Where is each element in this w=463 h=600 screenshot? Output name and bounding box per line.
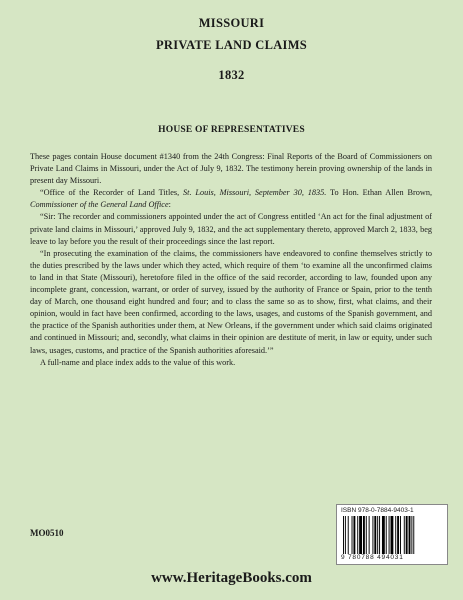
barcode-bars: [343, 516, 441, 554]
title-state: MISSOURI: [198, 16, 265, 30]
barcode-bar: [411, 516, 412, 554]
barcode-bar: [352, 516, 353, 554]
barcode-bar: [413, 516, 414, 554]
barcode-bar: [353, 516, 355, 554]
paragraph-2-office: Commissioner of the General Land Office: [30, 200, 169, 210]
paragraph-2-part-e: :: [168, 200, 171, 210]
barcode-bar: [359, 516, 362, 554]
paragraph-2-place-date: St. Louis, Missouri, September 30, 1835.: [183, 188, 327, 198]
barcode-bar: [374, 516, 376, 554]
product-code: MO0510: [30, 528, 64, 538]
barcode-bar: [363, 516, 365, 554]
barcode-bar: [382, 516, 385, 554]
paragraph-5: A full-name and place index adds to the value of this work.: [40, 357, 236, 367]
barcode-bar: [391, 516, 394, 554]
barcode-bar: [386, 516, 387, 554]
paragraph-1: These pages contain House document #1340 from the 24th Congress: Final Reports of the Board of Commissioners on Private Land Claims in Missouri, under the Act of July 9, 1832. The testimony herein proving ownership of the lands in present day Missouri.: [30, 152, 432, 186]
isbn-label: ISBN 978-0-7884-9403-1: [341, 507, 414, 514]
paragraph-2-part-a: “Office of the Recorder of Land Titles,: [40, 188, 184, 198]
title-subject: PRIVATE LAND CLAIMS: [155, 38, 308, 52]
paragraph-2: [30, 187, 432, 211]
barcode-bar: [389, 516, 390, 554]
barcode-bar: [395, 516, 396, 554]
section-heading: HOUSE OF REPRESENTATIVES: [158, 125, 305, 135]
barcode-bar: [377, 516, 378, 554]
paragraph-2-part-c: To Hon. Ethan Allen Brown,: [326, 188, 433, 198]
barcode-bar: [366, 516, 367, 554]
isbn-barcode: [336, 504, 448, 565]
title-year: 1832: [218, 68, 245, 82]
barcode-bar: [406, 516, 408, 554]
barcode-bar: [372, 516, 373, 554]
barcode-number: 9 780788 494031: [341, 554, 404, 561]
barcode-bar: [409, 516, 411, 554]
paragraph-3: “Sir: The recorder and commissioners appointed under the act of Congress entitled ‘An act for the final adjustment of private land claims in Missouri,’ approved July 9, 1832, and the act supplementary thereto, approved March 2, 1833, beg leave to lay before you the result of their proceedings since the last report.: [30, 212, 432, 246]
barcode-bar: [343, 516, 344, 554]
barcode-bar: [369, 516, 370, 554]
barcode-bar: [379, 516, 380, 554]
barcode-bar: [400, 516, 401, 554]
paragraph-4: “In prosecuting the examination of the claims, the commissioners have endeavored to confine themselves strictly to the duties prescribed by the laws under which they acted, which require of them ‘to examine all the unconfirmed claims to land in that State (Missouri), heretofore filed in the office of the said recorder, according to law, founded upon any incomplete grant, concession, warrant, or order of survey, issued by the authority of France or Spain, prior to the tenth day of March, one thousand eight hundred and four; and to class the same so as to show, first, what claims, and their opinion, would in fact have been confirmed, according to the laws, usages, and customs of the Spanish government, and the practice of the Spanish authorities under them, at New Orleans, if the government under which said claims originated and continued in Missouri; and, secondly, what claims in their opinion are destitute of merit, in law or equity, under such laws, usages, customs, and practice of the Spanish authorities aforesaid.’”: [30, 248, 432, 355]
barcode-bar: [348, 516, 349, 554]
barcode-bar: [345, 516, 346, 554]
barcode-bar: [357, 516, 358, 554]
description-body: [30, 151, 432, 369]
website-url: www.HeritageBooks.com: [151, 570, 312, 586]
title-block: [0, 14, 463, 84]
barcode-bar: [397, 516, 399, 554]
barcode-bar: [404, 516, 405, 554]
